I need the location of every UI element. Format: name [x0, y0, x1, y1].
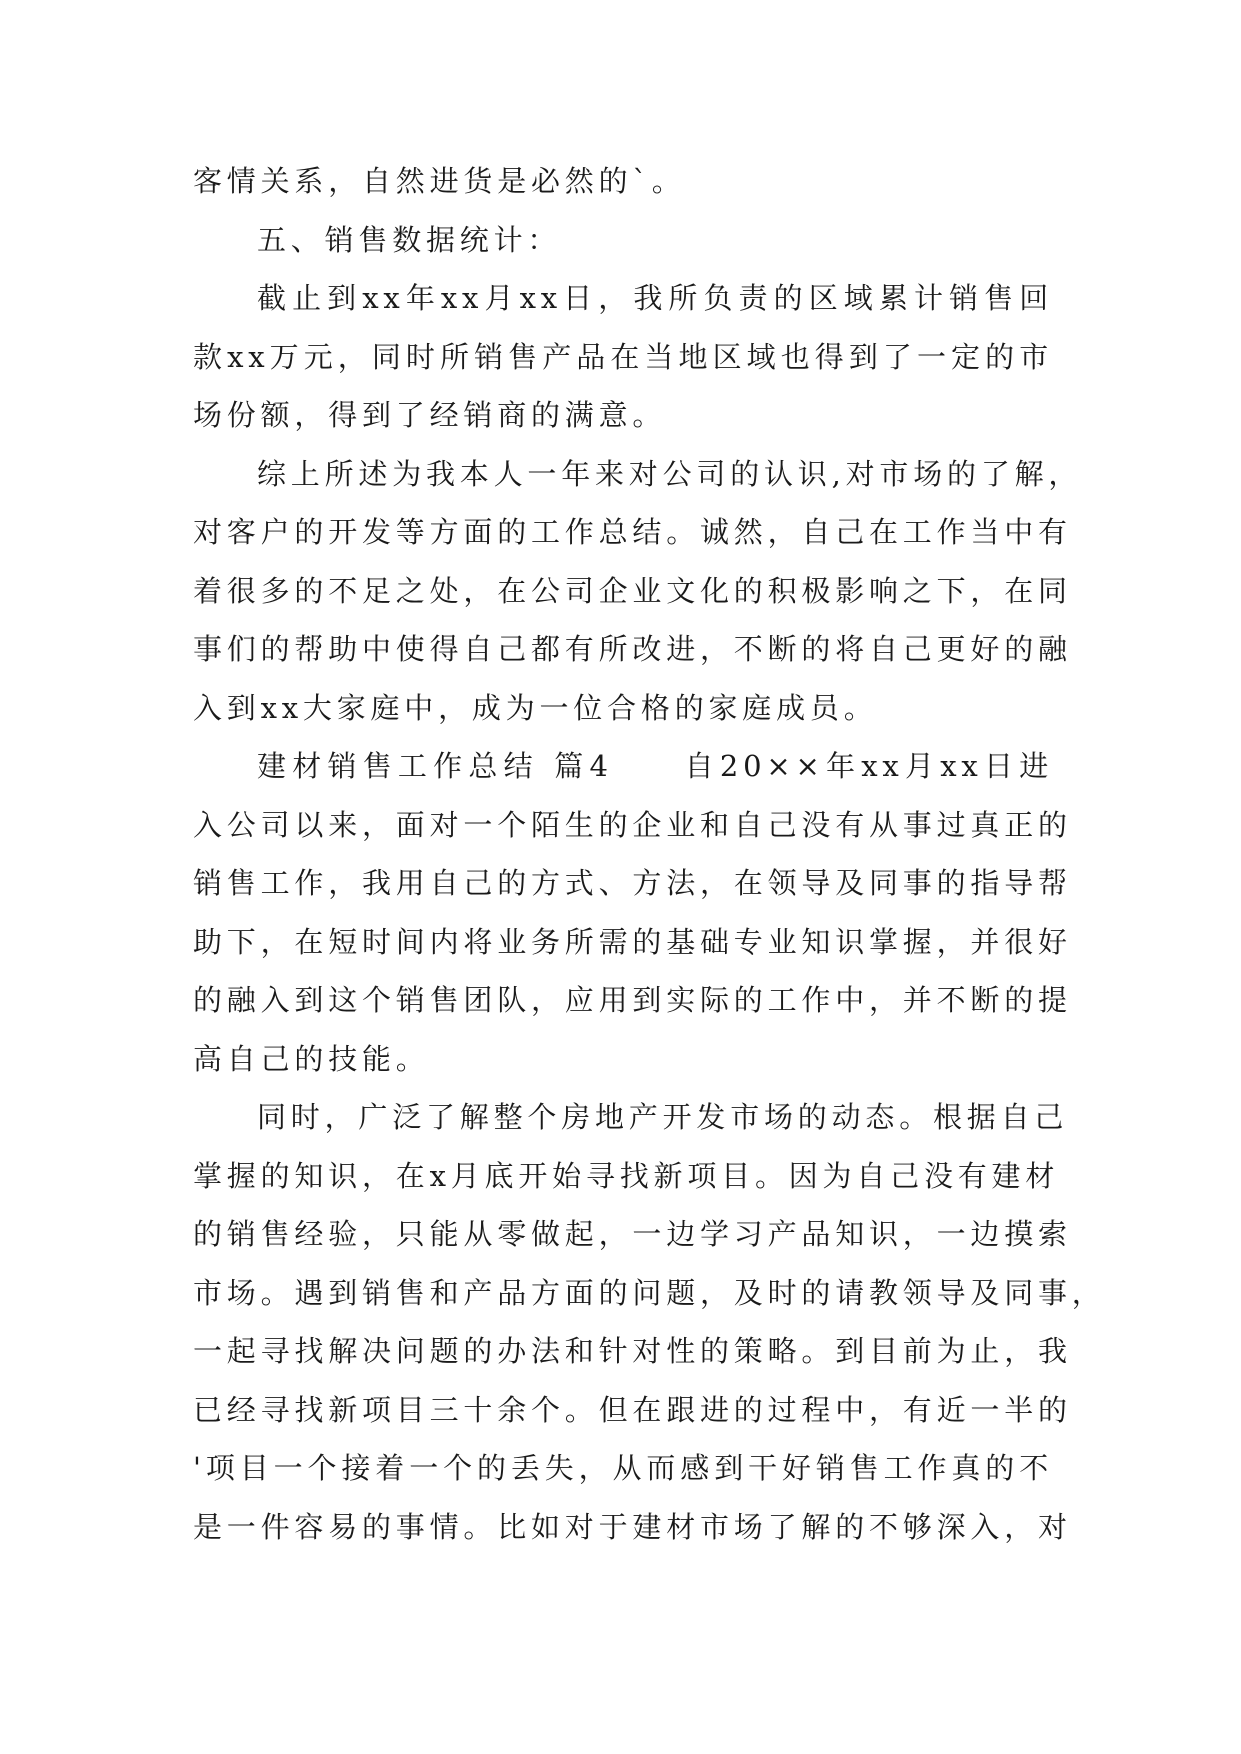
text-line: 的融入到这个销售团队，应用到实际的工作中，并不断的提 — [193, 983, 1072, 1017]
text-line: 客情关系，自然进货是必然的`。 — [193, 164, 686, 198]
text-line: 掌握的知识，在x月底开始寻找新项目。因为自己没有建材 — [193, 1158, 1060, 1193]
text-line: 场份额，得到了经销商的满意。 — [193, 398, 667, 432]
document-page — [193, 152, 1106, 1556]
text-line: 款xx万元，同时所销售产品在当地区域也得到了一定的市 — [193, 339, 1053, 374]
text-line: 截止到xx年xx月xx日，我所负责的区域累计销售回 — [257, 281, 1053, 315]
section-heading: 五、销售数据统计： — [257, 222, 562, 257]
section-heading-line: 建材销售工作总结 篇4 自20××年xx月xx日进 — [257, 749, 1053, 783]
text-line: 同时，广泛了解整个房地产开发市场的动态。根据自己 — [257, 1100, 1069, 1134]
text-line: '项目一个接着一个的丢失，从而感到干好销售工作真的不 — [193, 1451, 1053, 1485]
text-line: 入到xx大家庭中，成为一位合格的家庭成员。 — [193, 690, 878, 725]
text-line: 着很多的不足之处，在公司企业文化的积极影响之下，在同 — [193, 573, 1072, 608]
text-line: 综上所述为我本人一年来对公司的认识,对市场的了解， — [257, 456, 1083, 491]
text-line: 事们的帮助中使得自己都有所改进，不断的将自己更好的融 — [193, 632, 1072, 666]
text-line: 助下，在短时间内将业务所需的基础专业知识掌握，并很好 — [193, 924, 1072, 959]
text-line: 市场。遇到销售和产品方面的问题，及时的请教领导及同事， — [193, 1275, 1106, 1310]
text-line: 对客户的开发等方面的工作总结。诚然，自己在工作当中有 — [193, 515, 1072, 549]
text-line: 高自己的技能。 — [193, 1041, 430, 1076]
text-line: 已经寻找新项目三十余个。但在跟进的过程中，有近一半的 — [193, 1392, 1072, 1427]
text-line: 入公司以来，面对一个陌生的企业和自己没有从事过真正的 — [193, 807, 1072, 842]
text-line: 是一件容易的事情。比如对于建材市场了解的不够深入，对 — [193, 1509, 1072, 1544]
text-line: 的销售经验，只能从零做起，一边学习产品知识，一边摸索 — [193, 1217, 1072, 1251]
text-line: 销售工作，我用自己的方式、方法，在领导及同事的指导帮 — [193, 866, 1072, 900]
text-line: 一起寻找解决问题的办法和针对性的策略。到目前为止，我 — [193, 1334, 1072, 1368]
